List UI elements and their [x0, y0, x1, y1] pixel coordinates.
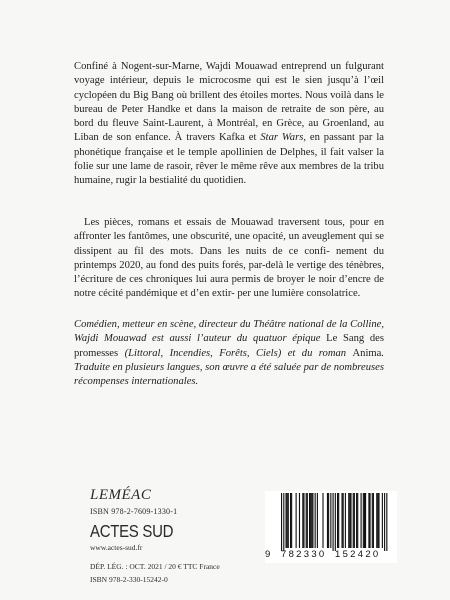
barcode-bar: [357, 493, 358, 548]
barcode-bar: [349, 493, 350, 548]
barcode-bar: [307, 493, 308, 548]
barcode-bar: [302, 493, 303, 548]
summary-paragraph-1: [74, 60, 384, 189]
bio-text: (: [118, 347, 129, 359]
bio-text: . Traduite en plusieurs langues, son œuvre a été saluée par de nombreuses récompenses internationales.: [74, 347, 384, 388]
work-title: Le Sang des promesses: [74, 333, 385, 359]
summary-line: fulgurant voyage intérieur, depuis le microcosme qui est le sien: [74, 61, 384, 87]
barcode-bar: [315, 493, 316, 548]
summary-line: Nous voilà dans le bureau de Peter Handke et dans la maison de: [74, 89, 384, 115]
bio-text: ) et du roman: [277, 347, 353, 359]
author-bio: [74, 318, 384, 389]
summary-line: Les pièces, romans et essais de Mouawad traversent tous, pour: [84, 217, 370, 228]
barcode-bar: [364, 493, 365, 548]
isbn-actes-sud: ISBN 978-2-330-15242-0: [90, 575, 168, 584]
barcode-bar: [361, 493, 362, 548]
barcode-bar: [288, 493, 289, 548]
barcode-first-digit: 9: [265, 549, 271, 560]
summary-line: qui se dissipent au fil des mots. Dans les nuits de ce confi-: [74, 231, 384, 257]
summary-line: en Grèce, au Groenland, au Liban de son enfance. À travers Kafka: [74, 118, 384, 144]
barcode-bar: [341, 493, 342, 548]
barcode-bar: [337, 493, 338, 548]
summary-line: vertige des ténèbres, l’écriture de ces chroniques lui aura permis: [74, 259, 385, 286]
barcode-bar: [330, 493, 331, 548]
barcode-bar: [287, 493, 288, 548]
barcode-bar: [356, 493, 357, 548]
barcode-bar: [312, 493, 313, 548]
barcode-bar: [306, 493, 307, 548]
barcode-bar: [290, 493, 291, 548]
barcode-bar: [353, 493, 354, 548]
barcode-bar: [338, 493, 339, 548]
summary-line: en affronter les fantômes, une obscurité, une opacité, un aveuglement: [74, 217, 384, 243]
barcode-bar: [368, 493, 369, 548]
barcode-bar: [281, 493, 282, 551]
summary-line: retraite de son père, au bord du fleuve Saint-Laurent, à Montréal,: [74, 103, 384, 130]
summary-paragraph-2: [74, 216, 384, 302]
publisher-logo-lemeac: LEMÉAC: [90, 487, 152, 503]
barcode-bar: [333, 493, 334, 551]
barcode-bar: [291, 493, 292, 548]
barcode-bar: [372, 493, 373, 548]
summary-line: rêver le même rêve aux membres de la tribu humaine, rugir la: [74, 161, 385, 187]
barcode-bar: [354, 493, 355, 548]
barcode-bar: [317, 493, 318, 548]
barcode-bar: [382, 493, 383, 548]
barcode-bar: [345, 493, 346, 548]
summary-line: et: [248, 132, 261, 144]
barcode-bar: [365, 493, 366, 548]
summary-line: , en passant par la phonétique française et le temple: [74, 132, 384, 158]
summary-line: bestialité du quotidien.: [149, 175, 247, 187]
star-wars-title: Star Wars: [260, 132, 304, 144]
summary-line: de broyer le noir d’encre de notre cécité pandémique et d’en extir-: [74, 274, 384, 300]
barcode-digits: [265, 549, 397, 561]
barcode-bar: [343, 493, 344, 548]
barcode-bar: [376, 493, 377, 548]
barcode-bar: [335, 493, 336, 551]
barcode-bar: [285, 493, 286, 548]
work-title: Anima: [352, 347, 382, 359]
publisher-logo-actes-sud: ACTES SUD: [90, 522, 174, 542]
barcode-bar: [283, 493, 284, 551]
legal-deposit: DÉP. LÉG. : OCT. 2021 / 20 € TTC France: [90, 562, 220, 571]
barcode-bar: [296, 493, 297, 548]
isbn-lemeac: ISBN 978-2-7609-1330-1: [90, 507, 178, 516]
barcode-bar: [373, 493, 374, 548]
barcode-bar: [310, 493, 311, 548]
barcode-bar: [377, 493, 378, 548]
barcode-bar: [328, 493, 329, 548]
summary-line: jusqu’à l’œil cyclopéen du Big Bang où brillent des étoiles mortes.: [74, 75, 385, 101]
isbn-barcode: [265, 491, 397, 563]
barcode-bar: [309, 493, 310, 548]
barcode-bar: [327, 493, 328, 548]
summary-line: nement du printemps 2020, au fond des puits forés, par-delà le: [74, 245, 384, 271]
summary-line: Confiné à Nogent-sur-Marne, Wajdi Mouawad entreprend un: [74, 61, 342, 72]
barcode-bar: [322, 493, 323, 548]
barcode-bar: [363, 493, 364, 548]
barcode-bar: [369, 493, 370, 548]
barcode-right-group: 152420: [335, 549, 381, 560]
publisher-url: www.actes-sud.fr: [90, 543, 143, 552]
barcode-bar: [384, 493, 385, 551]
summary-line: per une lumière consolatrice.: [237, 288, 361, 300]
barcode-bar: [311, 493, 312, 548]
barcode-left-group: 782330: [281, 549, 327, 560]
barcode-bar: [299, 493, 300, 548]
barcode-bar: [386, 493, 387, 551]
summary-line: apollinien de Delphes, il fait valser la folie sur une lame de rasoir,: [74, 146, 384, 173]
barcode-bar: [378, 493, 379, 548]
barcode-bar: [348, 493, 349, 548]
bio-text: Comédien, metteur en scène, directeur du Théâtre national de la Colline, Wajdi Mouawad est aussi l’auteur du quatuor épique: [74, 319, 384, 345]
barcode-bar: [303, 493, 304, 548]
barcode-bar: [350, 493, 351, 548]
work-titles: Littoral, Incendies, Forêts, Ciels: [128, 347, 278, 359]
barcode-bars: [271, 493, 393, 551]
